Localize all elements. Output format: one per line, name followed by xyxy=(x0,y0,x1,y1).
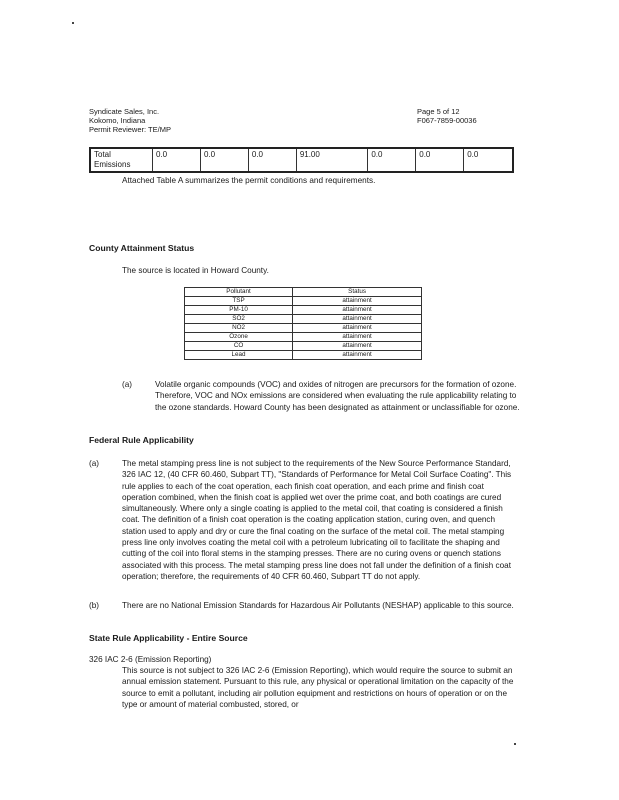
emissions-label: Total Emissions xyxy=(90,148,153,172)
federal-item-b-label: (b) xyxy=(89,601,100,610)
table-row xyxy=(185,315,422,324)
table-row xyxy=(90,148,513,172)
county-heading: County Attainment Status xyxy=(89,243,195,253)
header-left xyxy=(89,107,289,134)
pollutant-cell: CO xyxy=(185,342,293,351)
header-right xyxy=(417,107,537,125)
scan-speck xyxy=(72,22,74,24)
federal-item-a-text: The metal stamping press line is not subject to the requirements of the New Source Performance Standard, 326 IAC 12, (40 CFR 60.460, Subpart TT), "Standards of Performance for Metal Coil Surface Coating". This rule applies to each of the coat operation, each finish coat operation, and each prime and finish coat operation combined, when the finish coat is applied wet over the prime coat, and both coatings are cured simultaneously. Where only a single coating is applied to the metal coil, that coating is considered a finish coat. The definition of a finish coat operation is the coating application station, curing oven, and quench station used to apply and dry or cure the final coating on the surface of the metal coil. The metal stamping press line only involves coating the metal coil with a petroleum lubricating oil to facilitate the shaping and cutting of the coil into floral stems in the stamping presses. There are no curing ovens or quench stations associated with this process. The metal stamping press line does not fall under the definition of a finish coat operation; therefore, the requirements of 40 CFR 60.460, Subpart TT do not apply. xyxy=(122,459,512,581)
pollutant-cell: TSP xyxy=(185,297,293,306)
table-row xyxy=(185,324,422,333)
status-cell: attainment xyxy=(293,324,422,333)
emissions-value: 0.0 xyxy=(464,148,513,172)
pollutant-cell: PM-10 xyxy=(185,306,293,315)
table-row xyxy=(185,342,422,351)
table-row xyxy=(185,351,422,360)
status-cell: attainment xyxy=(293,315,422,324)
emissions-value: 0.0 xyxy=(416,148,464,172)
attainment-table xyxy=(184,287,422,360)
header-company: Syndicate Sales, Inc. xyxy=(89,107,160,116)
column-header: Status xyxy=(293,288,422,297)
header-page: Page 5 of 12 xyxy=(417,107,460,116)
header-location: Kokomo, Indiana xyxy=(89,116,146,125)
federal-item-b-text: There are no National Emission Standards for Hazardous Air Pollutants (NESHAP) applicable to this source. xyxy=(122,601,514,610)
attached-note: Attached Table A summarizes the permit conditions and requirements. xyxy=(122,176,376,185)
table-row xyxy=(185,333,422,342)
emissions-value: 0.0 xyxy=(248,148,296,172)
scan-speck xyxy=(514,743,516,745)
state-sub-heading: 326 IAC 2-6 (Emission Reporting) xyxy=(89,655,212,664)
column-header: Pollutant xyxy=(185,288,293,297)
pollutant-cell: Lead xyxy=(185,351,293,360)
county-intro: The source is located in Howard County. xyxy=(122,266,269,275)
header-permit-number: F067-7859-00036 xyxy=(417,116,477,125)
emissions-value: 91.00 xyxy=(296,148,368,172)
state-heading: State Rule Applicability - Entire Source xyxy=(89,633,248,643)
status-cell: attainment xyxy=(293,306,422,315)
emissions-table xyxy=(89,147,514,173)
federal-item-a-label: (a) xyxy=(89,459,100,468)
federal-heading: Federal Rule Applicability xyxy=(89,435,194,445)
status-cell: attainment xyxy=(293,351,422,360)
table-header-row xyxy=(185,288,422,297)
emissions-value: 0.0 xyxy=(153,148,201,172)
status-cell: attainment xyxy=(293,333,422,342)
pollutant-cell: Ozone xyxy=(185,333,293,342)
status-cell: attainment xyxy=(293,342,422,351)
status-cell: attainment xyxy=(293,297,422,306)
emissions-value: 0.0 xyxy=(200,148,248,172)
county-item-a-label: (a) xyxy=(122,380,133,389)
header-reviewer: Permit Reviewer: TE/MP xyxy=(89,125,171,134)
pollutant-cell: NO2 xyxy=(185,324,293,333)
county-item-a-text: Volatile organic compounds (VOC) and oxides of nitrogen are precursors for the formation of ozone. Therefore, VOC and NOx emissions are considered when evaluating the rule applicability relating to the ozone standards. Howard County has been designated as attainment or unclassifiable for ozone. xyxy=(155,380,520,412)
state-text: This source is not subject to 326 IAC 2-6 (Emission Reporting), which would require the source to submit an annual emission statement. Pursuant to this rule, any physical or operational limitation on the capacity of the source to emit a pollutant, including air pollution equipment and restrictions on hours of operation or on the type or amount of material combusted, stored, or xyxy=(122,666,514,709)
emissions-value: 0.0 xyxy=(368,148,416,172)
pollutant-cell: SO2 xyxy=(185,315,293,324)
table-row xyxy=(185,297,422,306)
table-row xyxy=(185,306,422,315)
